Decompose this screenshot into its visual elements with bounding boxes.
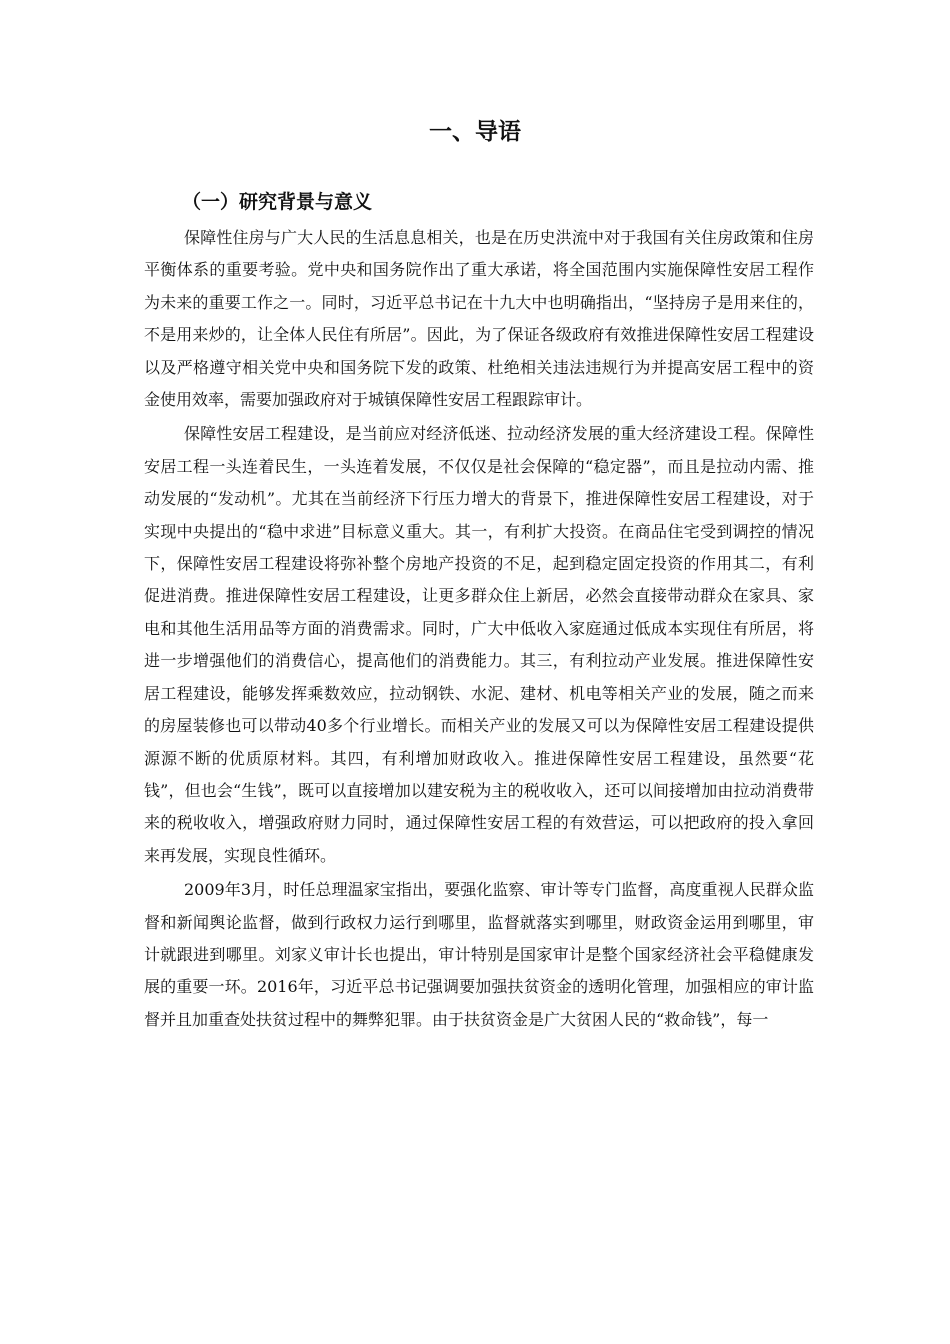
body-text: [144, 222, 814, 1036]
paragraph-1: 保障性住房与广大人民的生活息息相关，也是在历史洪流中对于我国有关住房政策和住房平衡体系的重要考验。党中央和国务院作出了重大承诺，将全国范围内实施保障性安居工程作为未来的重要工作之一。同时，习近平总书记在十九大中也明确指出，“坚持房子是用来住的，不是用来炒的，让全体人民住有所居”。因此，为了保证各级政府有效推进保障性安居工程建设以及严格遵守相关党中央和国务院下发的政策、杜绝相关违法违规行为并提高安居工程中的资金使用效率，需要加强政府对于城镇保障性安居工程跟踪审计。: [144, 228, 814, 410]
section-title: （一）研究背景与意义: [182, 191, 373, 213]
chapter-title: 一、导语: [429, 119, 521, 145]
paragraph-3: 2009年3月，时任总理温家宝指出，要强化监察、审计等专门监督，高度重视人民群众监督和新闻舆论监督，做到行政权力运行到哪里，监督就落实到哪里，财政资金运用到哪里，审计就跟进到哪里。刘家义审计长也提出，审计特别是国家审计是整个国家经济社会平稳健康发展的重要一环。2016年，习近平总书记强调要加强扶贫资金的透明化管理，加强相应的审计监督并且加重查处扶贫过程中的舞弊犯罪。由于扶贫资金是广大贫困人民的“救命钱”，每一: [144, 880, 814, 1029]
paragraph-2: 保障性安居工程建设，是当前应对经济低迷、拉动经济发展的重大经济建设工程。保障性安居工程一头连着民生，一头连着发展，不仅仅是社会保障的“稳定器”，而且是拉动内需、推动发展的“发动机”。尤其在当前经济下行压力增大的背景下，推进保障性安居工程建设，对于实现中央提出的“稳中求进”目标意义重大。其一，有利扩大投资。在商品住宅受到调控的情况下，保障性安居工程建设将弥补整个房地产投资的不足，起到稳定固定投资的作用其二，有利促进消费。推进保障性安居工程建设，让更多群众住上新居，必然会直接带动群众在家具、家电和其他生活用品等方面的消费需求。同时，广大中低收入家庭通过低成本实现住有所居，将进一步增强他们的消费信心，提高他们的消费能力。其三，有利拉动产业发展。推进保障性安居工程建设，能够发挥乘数效应，拉动钢铁、水泥、建材、机电等相关产业的发展，随之而来的房屋装修也可以带动40多个行业增长。而相关产业的发展又可以为保障性安居工程建设提供源源不断的优质原材料。其四，有利增加财政收入。推进保障性安居工程建设，虽然要“花钱”，但也会“生钱”，既可以直接增加以建安税为主的税收收入，还可以间接增加由拉动消费带来的税收收入，增强政府财力同时，通过保障性安居工程的有效营运，可以把政府的投入拿回来再发展，实现良性循环。: [144, 424, 814, 865]
